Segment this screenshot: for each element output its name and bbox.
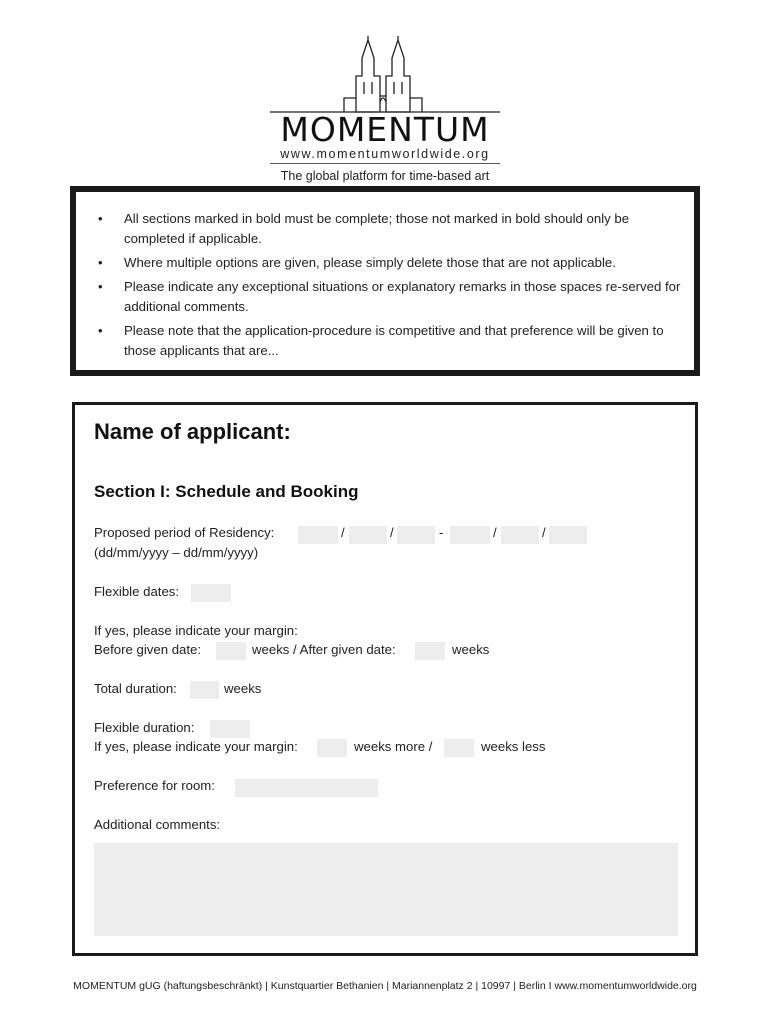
flexible-dates-label: Flexible dates: — [94, 584, 180, 599]
weeks-more-label: weeks more / — [354, 739, 433, 754]
start-year-field[interactable] — [397, 526, 435, 544]
residency-label: Proposed period of Residency: — [94, 525, 275, 540]
bullet-icon: • — [98, 279, 103, 294]
weeks-less-field[interactable] — [444, 739, 474, 757]
church-towers-icon — [270, 36, 500, 116]
flexible-duration-field[interactable] — [210, 720, 250, 738]
momentum-logo — [270, 36, 500, 183]
instruction-text: Please indicate any exceptional situations or explanatory remarks in those spaces re-served for additional comments. — [124, 279, 681, 314]
weeks-less-label: weeks less — [481, 739, 546, 754]
bullet-icon: • — [98, 255, 103, 270]
room-preference-field[interactable] — [235, 779, 378, 797]
instruction-text: Where multiple options are given, please simply delete those that are not applicable. — [124, 255, 616, 270]
footer-address: MOMENTUM gUG (haftungsbeschränkt) | Kunstquartier Bethanien | Mariannenplatz 2 | 10997 | Berlin I www.momentumworldwide.org — [73, 980, 697, 992]
end-year-field[interactable] — [549, 526, 587, 544]
section-heading: Section I: Schedule and Booking — [94, 482, 359, 501]
bullet-icon: • — [98, 323, 103, 338]
start-day-field[interactable] — [298, 526, 338, 544]
additional-comments-label: Additional comments: — [94, 817, 221, 832]
duration-margin-label: If yes, please indicate your margin: — [94, 739, 298, 754]
instruction-item — [98, 321, 683, 361]
before-date-label: Before given date: — [94, 642, 202, 657]
instructions-box — [70, 186, 700, 376]
before-weeks-field[interactable] — [216, 642, 246, 660]
total-duration-field[interactable] — [190, 681, 219, 699]
end-day-field[interactable] — [450, 526, 490, 544]
brand-tagline: The global platform for time-based art — [280, 169, 490, 183]
instruction-item — [98, 277, 683, 317]
start-month-field[interactable] — [349, 526, 387, 544]
bullet-icon: • — [98, 211, 103, 226]
residency-format-hint: (dd/mm/yyyy – dd/mm/yyyy) — [94, 545, 259, 560]
date-separator: / — [542, 525, 546, 540]
instruction-item — [98, 209, 683, 249]
date-separator: / — [390, 525, 394, 540]
room-preference-label: Preference for room: — [94, 778, 215, 793]
weeks-label: weeks — [224, 681, 262, 696]
margin-label: If yes, please indicate your margin: — [94, 623, 298, 638]
instruction-item — [98, 253, 683, 273]
weeks-label: weeks — [452, 642, 490, 657]
date-separator: / — [341, 525, 345, 540]
flexible-duration-label: Flexible duration: — [94, 720, 195, 735]
flexible-dates-field[interactable] — [191, 584, 231, 602]
instruction-text: Please note that the application-procedure is competitive and that preference will be given to those applicants that are... — [124, 323, 664, 358]
range-dash: - — [439, 525, 444, 540]
application-form — [72, 402, 698, 956]
total-duration-label: Total duration: — [94, 681, 177, 696]
end-month-field[interactable] — [501, 526, 539, 544]
additional-comments-field[interactable] — [94, 843, 678, 936]
brand-url: www.momentumworldwide.org — [280, 147, 490, 161]
instructions-list — [98, 209, 683, 365]
after-date-label: weeks / After given date: — [252, 642, 396, 657]
applicant-name-heading: Name of applicant: — [94, 419, 291, 444]
instruction-text: All sections marked in bold must be complete; those not marked in bold should only be completed if applicable. — [124, 211, 630, 246]
date-separator: / — [493, 525, 497, 540]
logo-divider — [270, 163, 500, 164]
weeks-more-field[interactable] — [317, 739, 347, 757]
brand-name: MOMENTUM — [280, 110, 490, 149]
after-weeks-field[interactable] — [415, 642, 445, 660]
